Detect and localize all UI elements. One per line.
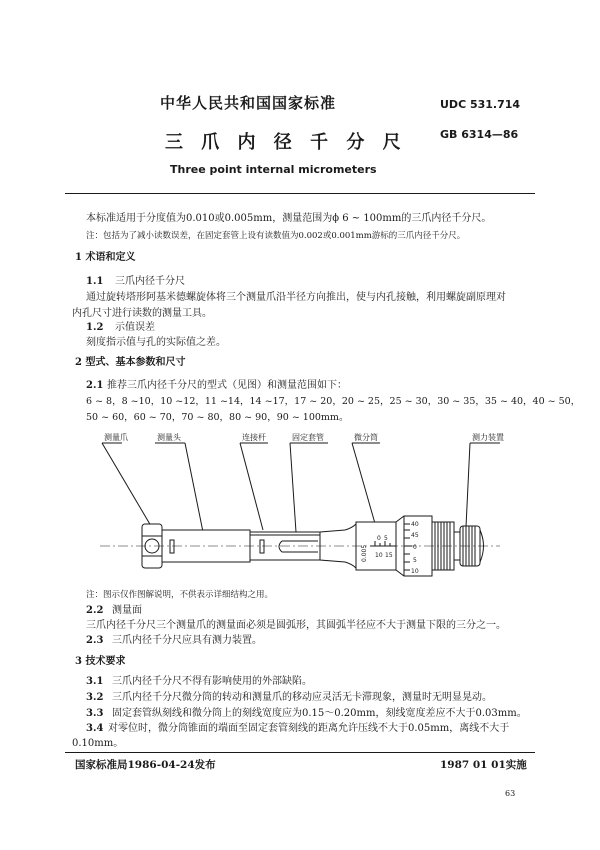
issue-date: 国家标准局1986-04-24发布 bbox=[75, 759, 216, 771]
gb-number: GB 6314—86 bbox=[440, 128, 519, 141]
ranges-line2: 50 ~ 60，60 ~ 70，70 ~ 80，80 ~ 90，90 ~ 100mm。 bbox=[86, 412, 349, 423]
s21-text: 推荐三爪内径千分尺的型式（见图）和测量范围如下： bbox=[107, 380, 347, 391]
rod-leader bbox=[240, 443, 263, 530]
s32-text: 三爪内径千分尺微分筒的转动和测量爪的移动应灵活无卡滞现象，测量时无明显晃动。 bbox=[112, 692, 492, 703]
scope-paragraph: 本标准适用于分度值为0.010或0.005mm，测量范围为ϕ 6 ~ 100mm的三爪内径千分尺。 bbox=[86, 213, 492, 224]
section-3-heading: 3 技术要求 bbox=[75, 656, 126, 667]
scope-note: 注：包括为了减小读数误差，在固定套管上设有读数值为0.002或0.001mm游标的三爪内径千分尺。 bbox=[86, 231, 466, 241]
s31-text: 三爪内径千分尺不得有影响使用的外部缺陷。 bbox=[112, 676, 312, 687]
ratchet-leader bbox=[466, 443, 470, 527]
label-ratchet: 测力装置 bbox=[472, 433, 504, 442]
s23-number: 2.3 bbox=[86, 635, 104, 646]
s11-number: 1.1 bbox=[86, 276, 104, 287]
head-leader bbox=[185, 443, 203, 532]
label-sleeve: 固定套管 bbox=[292, 433, 324, 442]
s21-number: 2.1 bbox=[86, 380, 104, 391]
ranges-line1: 6 ~ 8，8 ~10，10 ~12，11 ~14，14 ~17，17 ~ 20，20 ~ 25，25 ~ 30，30 ~ 35，35 ~ 40，40 ~ 50， bbox=[86, 396, 581, 407]
thimble-10-label: 10 bbox=[411, 568, 419, 575]
s33-number: 3.3 bbox=[86, 708, 104, 719]
s33-text: 固定套管纵刻线和微分筒上的刻线宽度应为0.15～0.20mm，刻线宽度差应不大于0.03mm。 bbox=[112, 708, 527, 719]
sleeve-resolution-mark: 0.005 bbox=[361, 544, 368, 562]
s22-text: 三爪内径千分尺三个测量爪的测量面必须是圆弧形，其圆弧半径应不大于测量下限的三分之一。 bbox=[86, 620, 506, 631]
footer-rule bbox=[65, 752, 535, 753]
label-thimble: 微分筒 bbox=[354, 433, 378, 442]
label-rod: 连接杆 bbox=[242, 433, 266, 442]
header-rule bbox=[65, 193, 535, 194]
s34-number: 3.4 bbox=[86, 723, 104, 734]
s11-title: 三爪内径千分尺 bbox=[115, 276, 185, 287]
s11-definition-line1: 通过旋转塔形阿基米德螺旋体将三个测量爪沿半径方向推出，使与内孔接触，利用螺旋副原理对 bbox=[86, 292, 506, 303]
label-head: 测量头 bbox=[157, 433, 181, 442]
thimble-0-label: 0 bbox=[413, 544, 417, 551]
country-standard-title: 中华人民共和国国家标准 bbox=[160, 94, 337, 112]
effective-date: 1987 01 01实施 bbox=[440, 759, 527, 771]
s32-number: 3.2 bbox=[86, 692, 104, 703]
sleeve-leader bbox=[290, 443, 296, 532]
thimble-5-label: 5 bbox=[413, 557, 417, 564]
s22-title: 测量面 bbox=[112, 605, 142, 616]
s12-definition: 刻度指示值与孔的实际值之差。 bbox=[86, 337, 226, 348]
scale-15-label: 15 bbox=[385, 552, 393, 559]
section-1-heading: 1 术语和定义 bbox=[75, 252, 136, 263]
thimble-40-label: 40 bbox=[411, 521, 419, 528]
claw-leader bbox=[102, 443, 151, 526]
scale-5-label: 5 bbox=[384, 535, 388, 542]
s12-title: 示值误差 bbox=[115, 322, 155, 333]
thimble-45-label: 45 bbox=[411, 532, 419, 539]
s34-line1: 对零位时，微分筒锥面的端面至固定套管刻线的距离允许压线不大于0.05mm，离线不大于 bbox=[108, 723, 510, 734]
udc-code: UDC 531.714 bbox=[440, 98, 521, 111]
s23-text: 三爪内径千分尺应具有测力装置。 bbox=[112, 635, 262, 646]
document-title-cn: 三 爪 内 径 千 分 尺 bbox=[165, 132, 407, 153]
s12-number: 1.2 bbox=[86, 322, 104, 333]
thimble-leader bbox=[352, 443, 376, 527]
s34-line2: 0.10mm。 bbox=[72, 738, 124, 749]
document-title-en: Three point internal micrometers bbox=[170, 163, 377, 176]
micrometer-figure bbox=[0, 428, 600, 588]
label-claw: 测量爪 bbox=[104, 433, 128, 442]
s11-definition-line2: 内孔尺寸进行读数的测量工具。 bbox=[72, 308, 212, 319]
section-2-heading: 2 型式、基本参数和尺寸 bbox=[75, 357, 186, 368]
s31-number: 3.1 bbox=[86, 676, 104, 687]
s22-number: 2.2 bbox=[86, 605, 104, 616]
scale-10-label: 10 bbox=[375, 552, 383, 559]
scale-0-label: 0 bbox=[377, 535, 381, 542]
page-number: 63 bbox=[505, 789, 516, 798]
figure-note: 注：图示仅作图解说明，不供表示详细结构之用。 bbox=[86, 590, 274, 600]
